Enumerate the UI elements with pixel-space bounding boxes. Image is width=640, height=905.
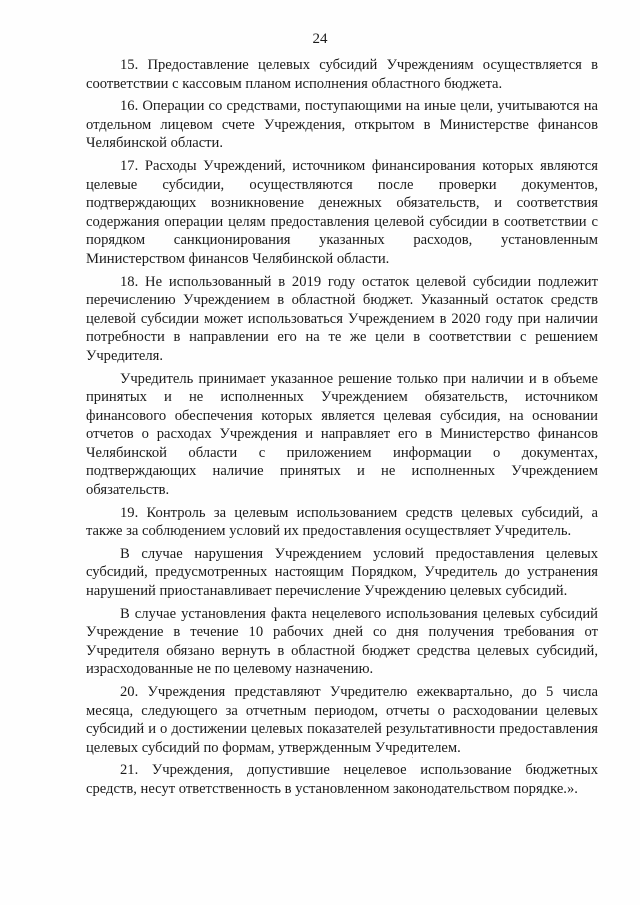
paragraph-19-violation: В случае нарушения Учреждением условий предоставления целевых субсидий, предусмотренных настоящим Порядком, Учредитель до устранения нарушений приостанавливает перечисление Учреждению целевых субсидий.	[86, 545, 598, 600]
paragraph-20: 20. Учреждения представляют Учредителю ежеквартально, до 5 числа месяца, следующего за отчетным периодом, отчеты о расходовании целевых субсидий и о достижении целевых показателей результативности предоставления целевых субсидий по формам, утвержденным Учредителем.	[86, 684, 598, 756]
paragraph-15: 15. Предоставление целевых субсидий Учреждениям осуществляется в соответствии с кассовым планом исполнения областного бюджета.	[86, 57, 598, 92]
paragraph-17: 17. Расходы Учреждений, источником финансирования которых являются целевые субсидии, осуществляются после проверки документов, подтверждающих возникновение денежных обязательств, и соответствия содержания операции целям предоставления целевой субсидии в соответствии с порядком санкционирования указанных расходов, установленным Министерством финансов Челябинской области.	[86, 157, 598, 267]
scan-dot-mark	[412, 757, 413, 758]
page-number: 24	[312, 31, 328, 47]
paragraph-19-misuse: В случае установления факта нецелевого использования целевых субсидий Учреждение в течение 10 рабочих дней со дня получения требования от Учредителя обязано вернуть в областной бюджет средства целевых субсидий, израсходованные не по целевому назначению.	[86, 605, 598, 678]
paragraph-18: 18. Не использованный в 2019 году остаток целевой субсидии подлежит перечислению Учреждением в областной бюджет. Указанный остаток средств целевой субсидии может использоваться Учреждением в 2020 году при наличии потребности в направлении его на те же цели в соответствии с решением Учредителя.	[86, 273, 598, 364]
paragraph-16: 16. Операции со средствами, поступающими на иные цели, учитываются на отдельном лицевом счете Учреждения, открытом в Министерстве финансов Челябинской области.	[86, 98, 598, 152]
paragraph-19: 19. Контроль за целевым использованием средств целевых субсидий, а также за соблюдением условий их предоставления осуществляет Учредитель.	[86, 504, 598, 540]
document-body	[86, 56, 598, 803]
paragraph-18-continuation: Учредитель принимает указанное решение только при наличии и в объеме принятых и не исполненных Учреждением обязательств, источником финансового обеспечения которых является целевая субсидия, на основании отчетов о расходах Учреждения и направляет его в Министерство финансов Челябинской области с приложением информации о документах, подтверждающих наличие принятых и не исполненных Учреждением обязательств.	[86, 370, 598, 499]
paragraph-21: 21. Учреждения, допустившие нецелевое использование бюджетных средств, несут ответственность в установленном законодательством порядке.».	[86, 762, 598, 797]
